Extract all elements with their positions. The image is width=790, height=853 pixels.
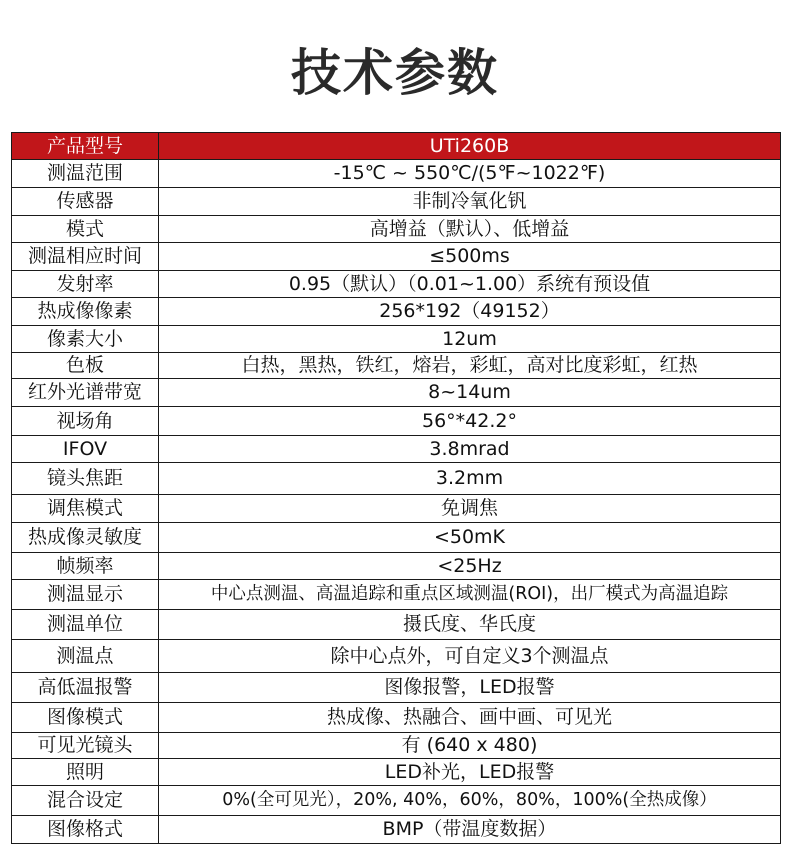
- row-value: 12um: [159, 326, 781, 353]
- row-key: 测温相应时间: [12, 243, 159, 271]
- row-value: 56°*42.2°: [159, 407, 781, 436]
- table-row: [12, 243, 781, 271]
- row-value: 3.2mm: [159, 463, 781, 495]
- table-row: [12, 188, 781, 216]
- row-key: 测温点: [12, 640, 159, 673]
- row-key: 镜头焦距: [12, 463, 159, 495]
- row-key: IFOV: [12, 436, 159, 463]
- row-key: 色板: [12, 353, 159, 379]
- table-row: [12, 326, 781, 353]
- row-key: 发射率: [12, 271, 159, 298]
- row-value: 摄氏度、华氏度: [159, 610, 781, 640]
- table-row: [12, 673, 781, 703]
- row-value: 白热，黑热，铁红，熔岩，彩虹，高对比度彩虹，红热: [159, 353, 781, 379]
- row-key: 图像格式: [12, 816, 159, 844]
- table-row: [12, 216, 781, 243]
- row-value: 256*192（49152）: [159, 298, 781, 326]
- table-row: [12, 553, 781, 580]
- row-value: 有 (640 x 480): [159, 733, 781, 759]
- table-row: [12, 407, 781, 436]
- row-value: BMP（带温度数据）: [159, 816, 781, 844]
- table-row: [12, 495, 781, 523]
- row-key: 照明: [12, 759, 159, 786]
- row-value: 除中心点外，可自定义3个测温点: [159, 640, 781, 673]
- page-title: 技术参数: [291, 44, 499, 102]
- row-value: ≤500ms: [159, 243, 781, 271]
- row-key: 红外光谱带宽: [12, 379, 159, 407]
- spec-table-body: [12, 133, 781, 844]
- table-row: [12, 640, 781, 673]
- row-key: 测温显示: [12, 580, 159, 610]
- row-value: 3.8mrad: [159, 436, 781, 463]
- row-key: 帧频率: [12, 553, 159, 580]
- row-value: 0%(全可见光），20%, 40%，60%，80%，100%(全热成像）: [159, 786, 781, 816]
- row-key: 可见光镜头: [12, 733, 159, 759]
- row-value: -15℃ ~ 550℃/(5℉~1022℉): [159, 160, 781, 188]
- spec-table: [11, 132, 781, 844]
- table-row: [12, 733, 781, 759]
- row-value: <50mK: [159, 523, 781, 553]
- row-key: 视场角: [12, 407, 159, 436]
- row-key: 调焦模式: [12, 495, 159, 523]
- table-header-row: [12, 133, 781, 160]
- table-row: [12, 610, 781, 640]
- row-value: 免调焦: [159, 495, 781, 523]
- row-value: 热成像、热融合、画中画、可见光: [159, 703, 781, 733]
- table-row: [12, 523, 781, 553]
- table-row: [12, 298, 781, 326]
- table-row: [12, 816, 781, 844]
- row-key: 传感器: [12, 188, 159, 216]
- header-key: 产品型号: [12, 133, 159, 160]
- table-row: [12, 379, 781, 407]
- table-row: [12, 463, 781, 495]
- table-row: [12, 786, 781, 816]
- row-key: 图像模式: [12, 703, 159, 733]
- row-key: 热成像像素: [12, 298, 159, 326]
- row-key: 模式: [12, 216, 159, 243]
- row-key: 像素大小: [12, 326, 159, 353]
- row-value: 0.95（默认）（0.01~1.00）系统有预设值: [159, 271, 781, 298]
- table-row: [12, 580, 781, 610]
- table-row: [12, 436, 781, 463]
- table-row: [12, 703, 781, 733]
- table-row: [12, 353, 781, 379]
- row-value: LED补光，LED报警: [159, 759, 781, 786]
- row-value: 高增益（默认）、低增益: [159, 216, 781, 243]
- table-row: [12, 271, 781, 298]
- row-key: 测温范围: [12, 160, 159, 188]
- row-key: 高低温报警: [12, 673, 159, 703]
- row-key: 混合设定: [12, 786, 159, 816]
- table-row: [12, 160, 781, 188]
- row-value: 中心点测温、高温追踪和重点区域测温(ROI)，出厂模式为高温追踪: [159, 580, 781, 610]
- row-value: <25Hz: [159, 553, 781, 580]
- row-key: 热成像灵敏度: [12, 523, 159, 553]
- header-value: UTi260B: [159, 133, 781, 160]
- row-value: 图像报警，LED报警: [159, 673, 781, 703]
- row-value: 非制冷氧化钒: [159, 188, 781, 216]
- row-value: 8~14um: [159, 379, 781, 407]
- row-key: 测温单位: [12, 610, 159, 640]
- table-row: [12, 759, 781, 786]
